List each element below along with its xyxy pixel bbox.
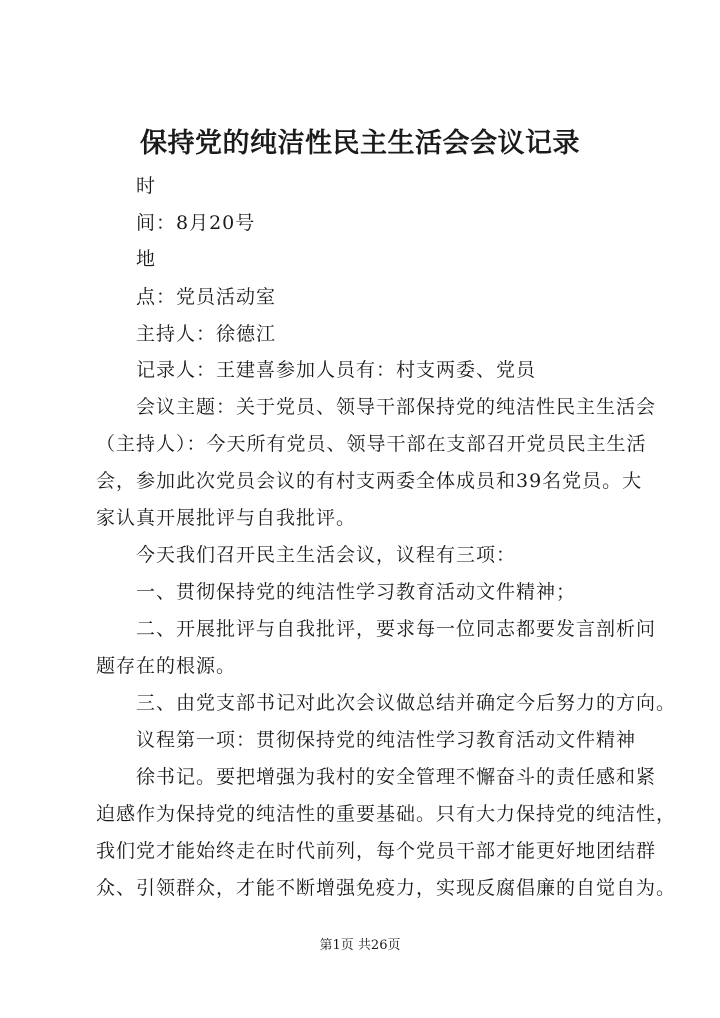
paragraph-line: （主持人）：今天所有党员、领导干部在支部召开党员民主生活 — [96, 433, 647, 455]
paragraph-line: 众、引领群众，才能不断增强免疫力，实现反腐倡廉的自觉自为。 — [96, 877, 677, 899]
agenda-item-3: 三、由党支部书记对此次会议做总结并确定今后努力的方向。 — [136, 692, 677, 714]
meeting-place: 点：党员活动室 — [136, 286, 277, 308]
agenda-item-2-continued: 题存在的根源。 — [96, 655, 237, 677]
meeting-recorder-attendees: 记录人：王建喜参加人员有：村支两委、党员 — [136, 359, 537, 381]
paragraph-line: 会，参加此次党员会议的有村支两委全体成员和39名党员。大 — [96, 470, 643, 492]
paragraph-line: 迫感作为保持党的纯洁性的重要基础。只有大力保持党的纯洁性， — [96, 803, 677, 825]
agenda-intro: 今天我们召开民主生活会议，议程有三项： — [136, 544, 517, 566]
meeting-place-label-part1: 地 — [136, 248, 157, 270]
meeting-topic: 会议主题：关于党员、领导干部保持党的纯洁性民主生活会 — [136, 396, 657, 418]
agenda-item-2: 二、开展批评与自我批评，要求每一位同志都要发言剖析问 — [136, 618, 657, 640]
meeting-host: 主持人：徐德江 — [136, 323, 277, 345]
agenda-item-1: 一、贯彻保持党的纯洁性学习教育活动文件精神； — [136, 581, 577, 603]
page-number: 第1页 共26页 — [319, 938, 401, 953]
agenda-first-item-heading: 议程第一项：贯彻保持党的纯洁性学习教育活动文件精神 — [136, 729, 637, 751]
meeting-time: 间：8月20号 — [136, 212, 256, 234]
paragraph-line: 我们党才能始终走在时代前列，每个党员干部才能更好地团结群 — [96, 840, 657, 862]
document-title: 保持党的纯洁性民主生活会会议记录 — [140, 128, 580, 159]
meeting-time-label-part1: 时 — [136, 175, 157, 197]
paragraph-line: 徐书记。要把增强为我村的安全管理不懈奋斗的责任感和紧 — [136, 766, 657, 788]
paragraph-line: 家认真开展批评与自我批评。 — [96, 507, 357, 529]
